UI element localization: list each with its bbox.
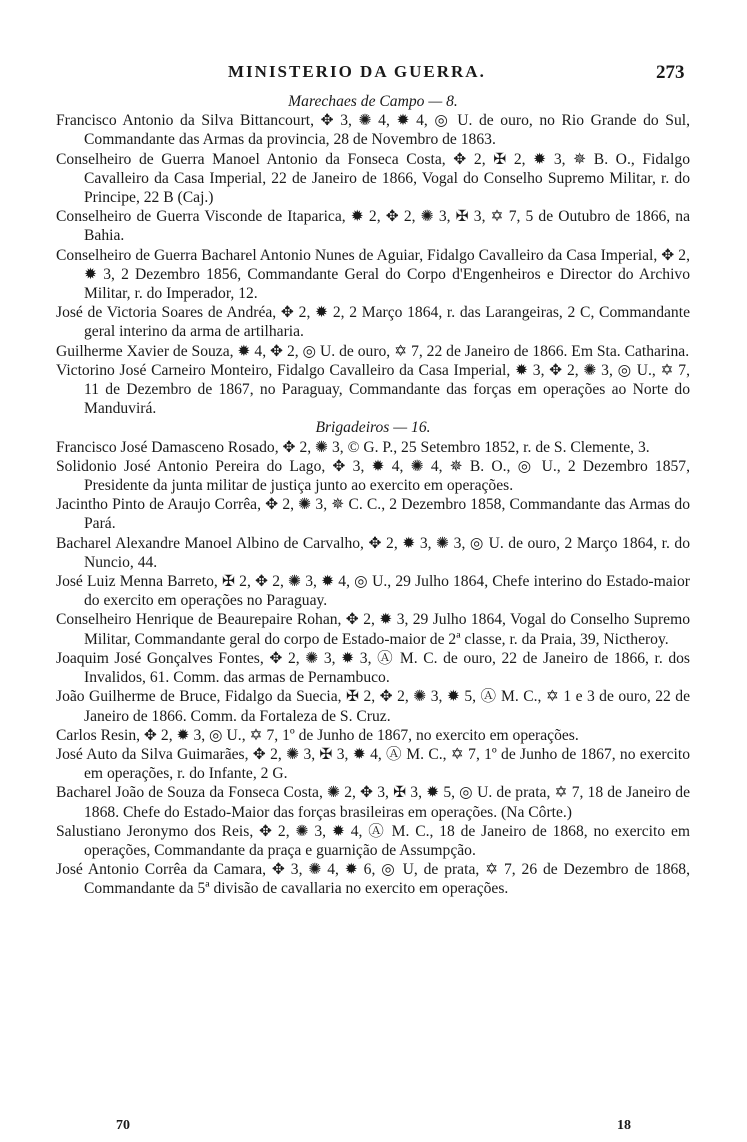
list-item: José Antonio Corrêa da Camara, ✥ 3, ✺ 4, ✹ 6, ◎ U, de prata, ✡ 7, 26 de Dezembro de 1868, Commandante da 5ª divisão de cavallaria no exercito em operações.: [56, 861, 690, 898]
list-item: Jacintho Pinto de Araujo Corrêa, ✥ 2, ✺ 3, ✵ C. C., 2 Dezembro 1858, Commandante das Armas do Pará.: [56, 496, 690, 533]
list-item: José Auto da Silva Guimarães, ✥ 2, ✺ 3, ✠ 3, ✹ 4, Ⓐ M. C., ✡ 7, 1º de Junho de 1867, no exercito em operações, r. do Infante, 2 G.: [56, 745, 690, 783]
list-item: João Guilherme de Bruce, Fidalgo da Suecia, ✠ 2, ✥ 2, ✺ 3, ✹ 5, Ⓐ M. C., ✡ 1 e 3 de ouro, 22 de Janeiro de 1866. Comm. da Fortaleza de S. Cruz.: [56, 688, 690, 725]
list-item: Bacharel Alexandre Manoel Albino de Carvalho, ✥ 2, ✹ 3, ✺ 3, ◎ U. de ouro, 2 Março 1864, r. do Nuncio, 44.: [56, 534, 690, 571]
signature-mark-right: 18: [617, 1118, 631, 1133]
list-item: Francisco José Damasceno Rosado, ✥ 2, ✺ 3, © G. P., 25 Setembro 1852, r. de S. Clemente, 3.: [56, 438, 650, 456]
page-header: [0, 62, 747, 86]
list-item: José Luiz Menna Barreto, ✠ 2, ✥ 2, ✺ 3, ✹ 4, ◎ U., 29 Julho 1864, Chefe interino do Estado-maior do exercito em operações no Paraguay.: [56, 573, 690, 610]
list-item: Victorino José Carneiro Monteiro, Fidalgo Cavalleiro da Casa Imperial, ✹ 3, ✥ 2, ✺ 3, ◎ U., ✡ 7, 11 de Dezembro de 1867, no Paraguay, Commandante das forças em operações ao Norte do Manduvirá.: [56, 361, 690, 418]
page-number: 273: [656, 62, 685, 83]
list-item: Bacharel João de Souza da Fonseca Costa, ✺ 2, ✥ 3, ✠ 3, ✹ 5, ◎ U. de prata, ✡ 7, 18 de Janeiro de 1868. Chefe do Estado-Maior das forças brasileiras em operações. (Na Côrte.): [56, 784, 690, 821]
page-body: [56, 92, 690, 899]
list-item: Conselheiro de Guerra Manoel Antonio da Fonseca Costa, ✥ 2, ✠ 2, ✹ 3, ✵ B. O., Fidalgo Cavalleiro da Casa Imperial, 22 de Janeiro de 1866, Vogal do Conselho Supremo Militar, r. do Principe, 22 B (Caj.): [56, 150, 690, 207]
section-title-brigadeiros: Brigadeiros — 16.: [315, 419, 431, 437]
list-item: Joaquim José Gonçalves Fontes, ✥ 2, ✺ 3, ✹ 3, Ⓐ M. C. de ouro, 22 de Janeiro de 1866, r. dos Invalidos, 61. Comm. das armas de Pernambuco.: [56, 649, 690, 687]
list-item: José de Victoria Soares de Andréa, ✥ 2, ✹ 2, 2 Março 1864, r. das Larangeiras, 2 C, Commandante geral interino da arma de artilharia.: [56, 304, 690, 341]
list-item: Guilherme Xavier de Souza, ✹ 4, ✥ 2, ◎ U. de ouro, ✡ 7, 22 de Janeiro de 1866. Em Sta. Catharina.: [56, 342, 690, 360]
page-footer: [0, 1118, 747, 1138]
running-title: MINISTERIO DA GUERRA.: [228, 62, 486, 81]
list-item: Conselheiro de Guerra Bacharel Antonio Nunes de Aguiar, Fidalgo Cavalleiro da Casa Imperial, ✥ 2, ✹ 3, 2 Dezembro 1856, Commandante Geral do Corpo d'Engenheiros e Director do Archivo Militar, r. do Imperador, 12.: [56, 246, 690, 303]
list-item: Salustiano Jeronymo dos Reis, ✥ 2, ✺ 3, ✹ 4, Ⓐ M. C., 18 de Janeiro de 1868, no exercito em operações, Commandante da praça e guarnição de Assumpção.: [56, 822, 690, 859]
list-item: Conselheiro de Guerra Visconde de Itaparica, ✹ 2, ✥ 2, ✺ 3, ✠ 3, ✡ 7, 5 de Outubro de 1866, na Bahia.: [56, 208, 690, 245]
list-item: Conselheiro Henrique de Beaurepaire Rohan, ✥ 2, ✹ 3, 29 Julho 1864, Vogal do Conselho Supremo Militar, Commandante geral do corpo de Estado-maior de 2ª classe, r. da Praia, 39, Nictheroy.: [56, 611, 690, 648]
signature-mark-left: 70: [116, 1118, 130, 1133]
section-title-marechaes: Marechaes de Campo — 8.: [288, 93, 458, 110]
list-item: Carlos Resin, ✥ 2, ✹ 3, ◎ U., ✡ 7, 1º de Junho de 1867, no exercito em operações.: [56, 726, 579, 744]
list-item: Francisco Antonio da Silva Bittancourt, ✥ 3, ✺ 4, ✹ 4, ◎ U. de ouro, no Rio Grande do Sul, Commandante das Armas da provincia, 28 de Novembro de 1863.: [56, 112, 690, 149]
list-item: Solidonio José Antonio Pereira do Lago, ✥ 3, ✹ 4, ✺ 4, ✵ B. O., ◎ U., 2 Dezembro 1857, Presidente da junta militar de justiça junto ao exercito em operações.: [56, 457, 690, 495]
